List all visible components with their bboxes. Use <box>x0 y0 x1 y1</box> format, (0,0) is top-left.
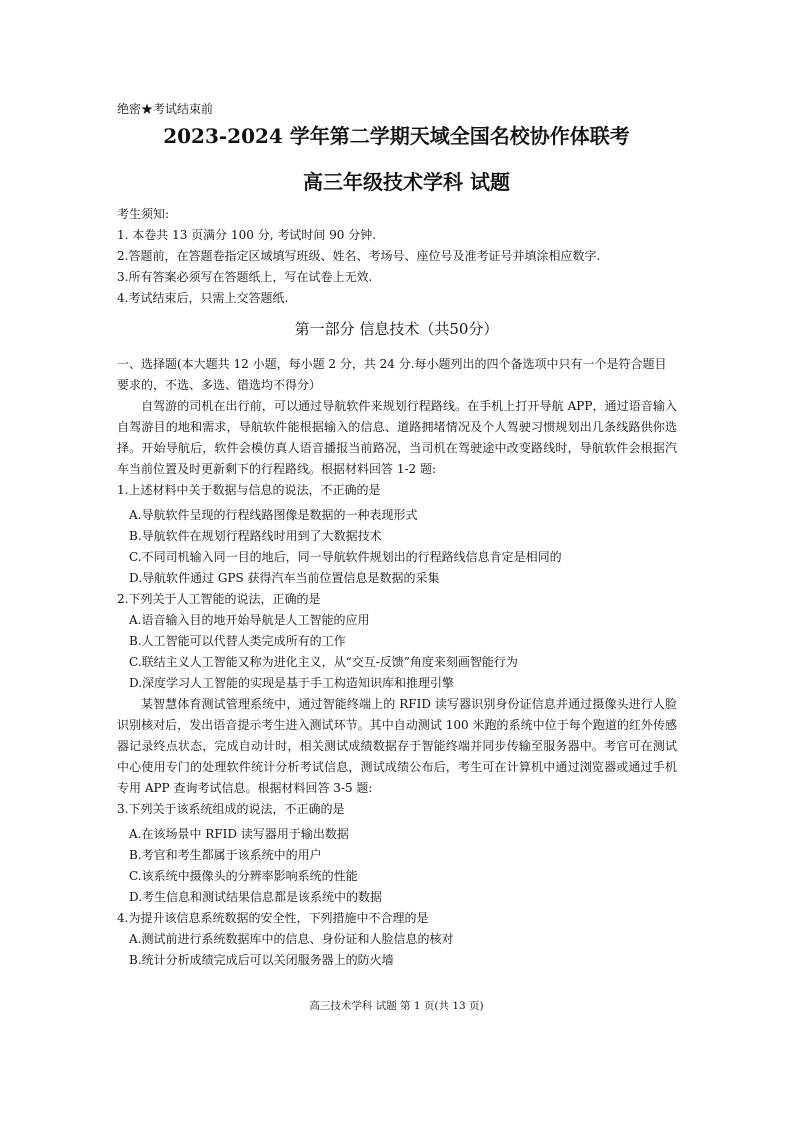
confidential-mark: 绝密★考试结束前 <box>117 102 214 116</box>
question-4-option-b: B.统计分析成绩完成后可以关闭服务器上的防火墙 <box>129 953 394 967</box>
question-1-option-d: D.导航软件通过 GPS 获得汽车当前位置信息是数据的采集 <box>129 571 440 585</box>
exam-subtitle: 高三年级技术学科 试题 <box>303 170 510 194</box>
material-paragraph: 某智慧体育测试管理系统中，通过智能终端上的 RFID 读写器识别身份证信息并通过摄像头进行人脸识别核对后，发出语音提示考生进入测试环节。其中自动测试 100 米跑的系统中位于每个跑道的红外传感器记录终点状态，完成自动计时，相关测试成绩数据存于智能终端并同步传输至服务器中。考官可在测试中心使用专门的处理软件统计分析考试信息，测试成绩公布后，考生可在计算机中通过浏览器或通过手机专用 APP 查询考试信息。根据材料回答 3-5 题: <box>117 697 677 795</box>
question-2-option-a: A.语音输入目的地开始导航是人工智能的应用 <box>129 613 370 627</box>
question-3-stem: 3.下列关于该系统组成的说法，不正确的是 <box>117 802 345 816</box>
notice-heading: 考生须知: <box>117 207 170 221</box>
question-1-option-c: C.不同司机输入同一目的地后，同一导航软件规划出的行程路线信息肯定是相同的 <box>129 550 562 564</box>
question-3-option-d: D.考生信息和测试结果信息都是该系统中的数据 <box>129 890 383 904</box>
question-3-option-c: C.该系统中摄像头的分辨率影响系统的性能 <box>129 869 358 883</box>
exam-title: 2023-2024 学年第二学期天域全国名校协作体联考 <box>163 124 630 148</box>
question-2-option-d: D.深度学习人工智能的实现是基于手工构造知识库和推理引擎 <box>129 676 455 690</box>
page-footer: 高三技术学科 试题 第 1 页(共 13 页) <box>309 1000 484 1012</box>
notice-item: 3.所有答案必须写在答题纸上，写在试卷上无效. <box>117 270 373 284</box>
material-paragraph: 自驾游的司机在出行前，可以通过导航软件来规划行程路线。在手机上打开导航 APP，通过语音输入自驾游目的地和需求，导航软件能根据输入的信息、道路拥堵情况及个人驾驶习惯规划出几条线路供你选择。开始导航后，软件会模仿真人语音播报当前路况，当司机在驾驶途中改变路线时，导航软件会根据汽车当前位置及时更新剩下的行程路线。根据材料回答 1-2 题: <box>117 399 677 476</box>
notice-item: 2.答题前，在答题卷指定区域填写班级、姓名、考场号、座位号及准考证号并填涂相应数字. <box>117 249 601 263</box>
part-title: 第一部分 信息技术（共50分） <box>294 320 499 338</box>
question-2-option-c: C.联结主义人工智能又称为进化主义，从“交互-反馈”角度来刻画智能行为 <box>129 655 518 669</box>
question-2-option-b: B.人工智能可以代替人类完成所有的工作 <box>129 634 346 648</box>
section-heading: 一、选择题(本大题共 12 小题，每小题 2 分，共 24 分.每小题列出的四个备选项中只有一个是符合题目要求的，不选、多选、错选均不得分） <box>117 357 667 392</box>
question-2-stem: 2.下列关于人工智能的说法，正确的是 <box>117 592 321 606</box>
notice-item: 1. 本卷共 13 页满分 100 分, 考试时间 90 分钟. <box>117 228 377 242</box>
question-4-stem: 4.为提升该信息系统数据的安全性，下列措施中不合理的是 <box>117 911 429 925</box>
question-1-option-a: A.导航软件呈现的行程线路图像是数据的一种表现形式 <box>129 508 418 522</box>
question-1-option-b: B.导航软件在规划行程路线时用到了大数据技术 <box>129 529 382 543</box>
question-3-option-a: A.在该场景中 RFID 读写器用于输出数据 <box>129 827 349 841</box>
notice-block <box>117 204 677 309</box>
question-1-stem: 1.上述材料中关于数据与信息的说法，不正确的是 <box>117 483 381 497</box>
question-3-option-b: B.考官和考生都属于该系统中的用户 <box>129 848 322 862</box>
question-4-option-a: A.测试前进行系统数据库中的信息、身份证和人脸信息的核对 <box>129 932 454 946</box>
questions-block <box>117 354 677 971</box>
notice-item: 4.考试结束后，只需上交答题纸. <box>117 291 289 305</box>
